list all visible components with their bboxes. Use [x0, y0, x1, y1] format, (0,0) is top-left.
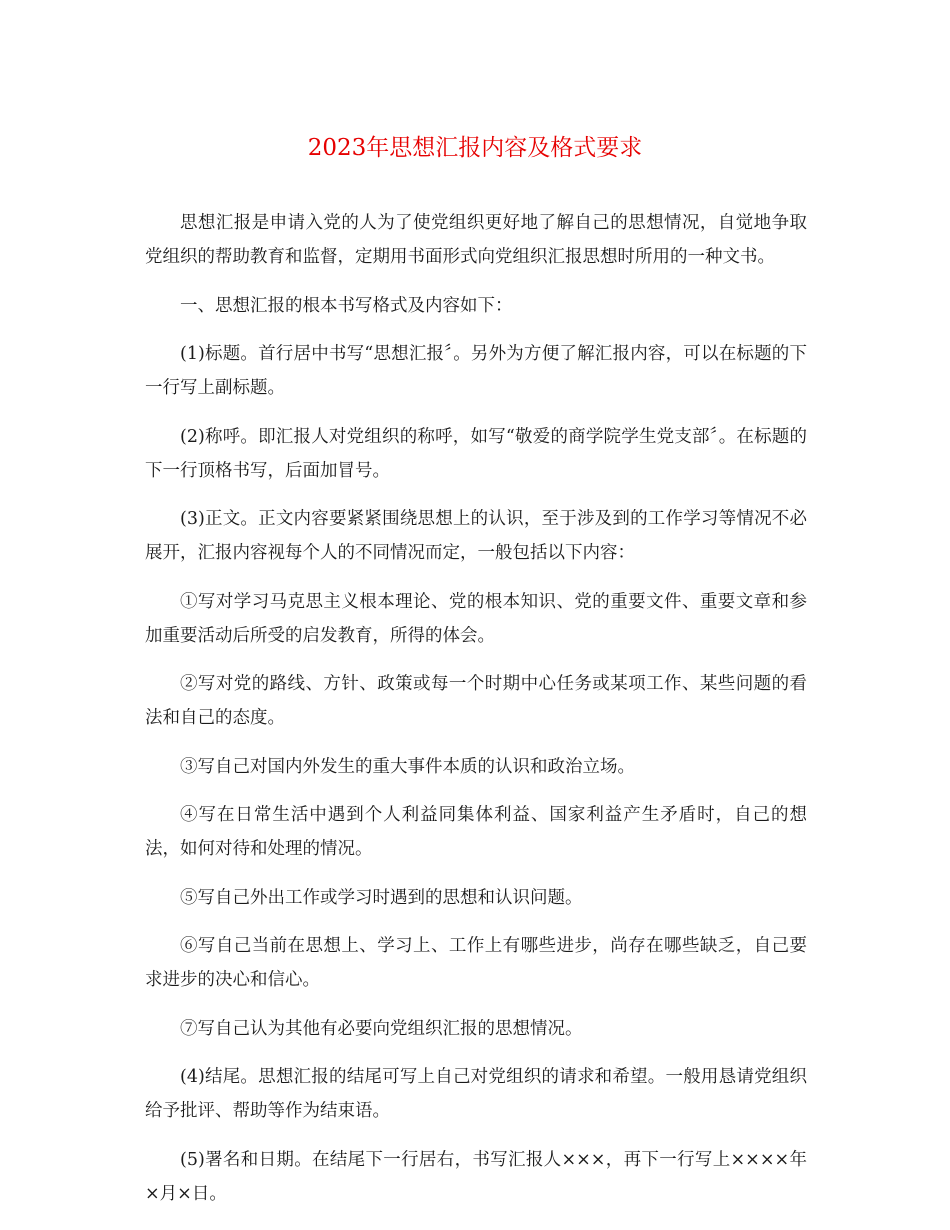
- paragraph-salutation-format: (2)称呼。即汇报人对党组织的称呼，如写“敬爱的商学院学生党支部〞。在标题的下一行顶格书写，后面加冒号。: [145, 426, 807, 481]
- document-body: [145, 206, 807, 1225]
- paragraph-item-2: ②写对党的路线、方针、政策或每一个时期中心任务或某项工作、某些问题的看法和自己的态度。: [145, 674, 807, 728]
- paragraph-ending-format: (4)结尾。思想汇报的结尾可写上自己对党组织的请求和希望。一般用恳请党组织给予批评、帮助等作为结束语。: [145, 1067, 807, 1121]
- paragraph-item-3: ③写自己对国内外发生的重大事件本质的认识和政治立场。: [180, 756, 635, 777]
- paragraph-intro: 思想汇报是申请入党的人为了使党组织更好地了解自己的思想情况，自觉地争取党组织的帮助教育和监督，定期用书面形式向党组织汇报思想时所用的一种文书。: [145, 213, 807, 267]
- paragraph-item-7: ⑦写自己认为其他有必要向党组织汇报的思想情况。: [180, 1018, 583, 1039]
- paragraph-item-4: ④写在日常生活中遇到个人利益同集体利益、国家利益产生矛盾时，自己的想法，如何对待和处理的情况。: [145, 805, 807, 859]
- paragraph-item-5: ⑤写自己外出工作或学习时遇到的思想和认识问题。: [180, 887, 583, 908]
- paragraph-signature-format: (5)署名和日期。在结尾下一行居右，书写汇报人×××，再下一行写上××××年×月×日。: [145, 1149, 807, 1204]
- paragraph-item-6: ⑥写自己当前在思想上、学习上、工作上有哪些进步，尚存在哪些缺乏，自己要求进步的决心和信心。: [145, 936, 807, 990]
- paragraph-section-heading: 一、思想汇报的根本书写格式及内容如下：: [180, 295, 513, 316]
- paragraph-item-1: ①写对学习马克思主义根本理论、党的根本知识、党的重要文件、重要文章和参加重要活动后所受的启发教育，所得的体会。: [145, 591, 807, 646]
- document-title: 2023年思想汇报内容及格式要求: [307, 135, 643, 161]
- paragraph-body-format: (3)正文。正文内容要紧紧围绕思想上的认识，至于涉及到的工作学习等情况不必展开，汇报内容视每个人的不同情况而定，一般包括以下内容：: [145, 509, 807, 563]
- paragraph-title-format: (1)标题。首行居中书写“思想汇报〞。另外为方便了解汇报内容，可以在标题的下一行写上副标题。: [145, 344, 807, 398]
